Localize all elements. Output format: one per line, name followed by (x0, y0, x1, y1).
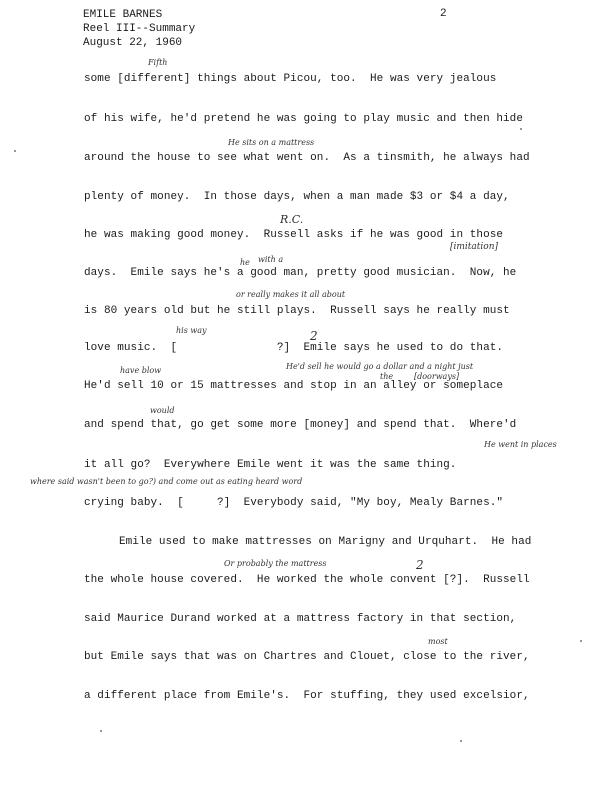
handwritten-note: [imitation] (450, 242, 499, 252)
handwritten-note: He sits on a mattress (228, 138, 315, 147)
document-header (83, 8, 195, 50)
text-line: the whole house covered. He worked the whole convent [?]. Russell (84, 574, 530, 586)
handwritten-note: [doorways] (414, 372, 460, 381)
handwritten-note: have blow (120, 366, 162, 375)
text-line: said Maurice Durand worked at a mattress factory in that section, (84, 613, 517, 625)
header-name: EMILE BARNES (83, 9, 163, 21)
handwritten-note: He'd sell he would go a dollar and a night just (286, 362, 474, 371)
handwritten-note: He went in places (484, 440, 557, 449)
handwritten-note: 2 (310, 329, 318, 343)
handwritten-note: his way (176, 326, 207, 335)
handwritten-note: Or probably the mattress (224, 559, 327, 568)
handwritten-note: where said wasn't been to go?) and come out as eating heard word (30, 477, 303, 486)
scan-speck (580, 640, 582, 642)
scan-speck (460, 740, 462, 742)
handwritten-note: he (240, 258, 250, 267)
text-line: and spend that, go get some more [money] and spend that. Where'd (84, 419, 517, 431)
text-line: He'd sell 10 or 15 mattresses and stop in an alley or someplace (84, 380, 504, 392)
text-line: some [different] things about Picou, too. He was very jealous (84, 73, 497, 85)
handwritten-note: Fifth (148, 58, 168, 67)
text-line: but Emile says that was on Chartres and Clouet, close to the river, (84, 651, 530, 663)
header-date: August 22, 1960 (83, 37, 183, 49)
text-line: he was making good money. Russell asks if he was good in those (84, 229, 504, 241)
handwritten-note: with a (258, 255, 284, 264)
scan-speck (100, 730, 102, 732)
text-line: a different place from Emile's. For stuffing, they used excelsior, (84, 690, 530, 702)
text-line: Emile used to make mattresses on Marigny and Urquhart. He had (119, 536, 532, 548)
handwritten-note: R.C. (280, 213, 304, 226)
text-line: is 80 years old but he still plays. Russell says he really must (84, 305, 510, 317)
text-line: crying baby. [ ?] Everybody said, "My boy, Mealy Barnes." (84, 497, 504, 509)
text-line: it all go? Everywhere Emile went it was the same thing. (84, 459, 457, 471)
handwritten-note: would (150, 406, 175, 415)
page-number: 2 (440, 8, 447, 20)
handwritten-note: or really makes it all about (236, 290, 346, 299)
handwritten-note: the (380, 372, 394, 381)
text-line: around the house to see what went on. As a tinsmith, he always had (84, 152, 530, 164)
text-line: of his wife, he'd pretend he was going to play music and then hide (84, 113, 523, 125)
header-reel: Reel III--Summary (83, 23, 196, 35)
text-line: love music. [ ?] Emile says he used to do that. (84, 342, 504, 354)
handwritten-note: most (428, 637, 448, 646)
text-line: plenty of money. In those days, when a man made $3 or $4 a day, (84, 191, 510, 203)
text-line: days. Emile says he's a good man, pretty good musician. Now, he (84, 267, 517, 279)
scan-speck (520, 128, 522, 130)
handwritten-note: 2 (416, 558, 424, 572)
scan-speck (14, 150, 16, 152)
